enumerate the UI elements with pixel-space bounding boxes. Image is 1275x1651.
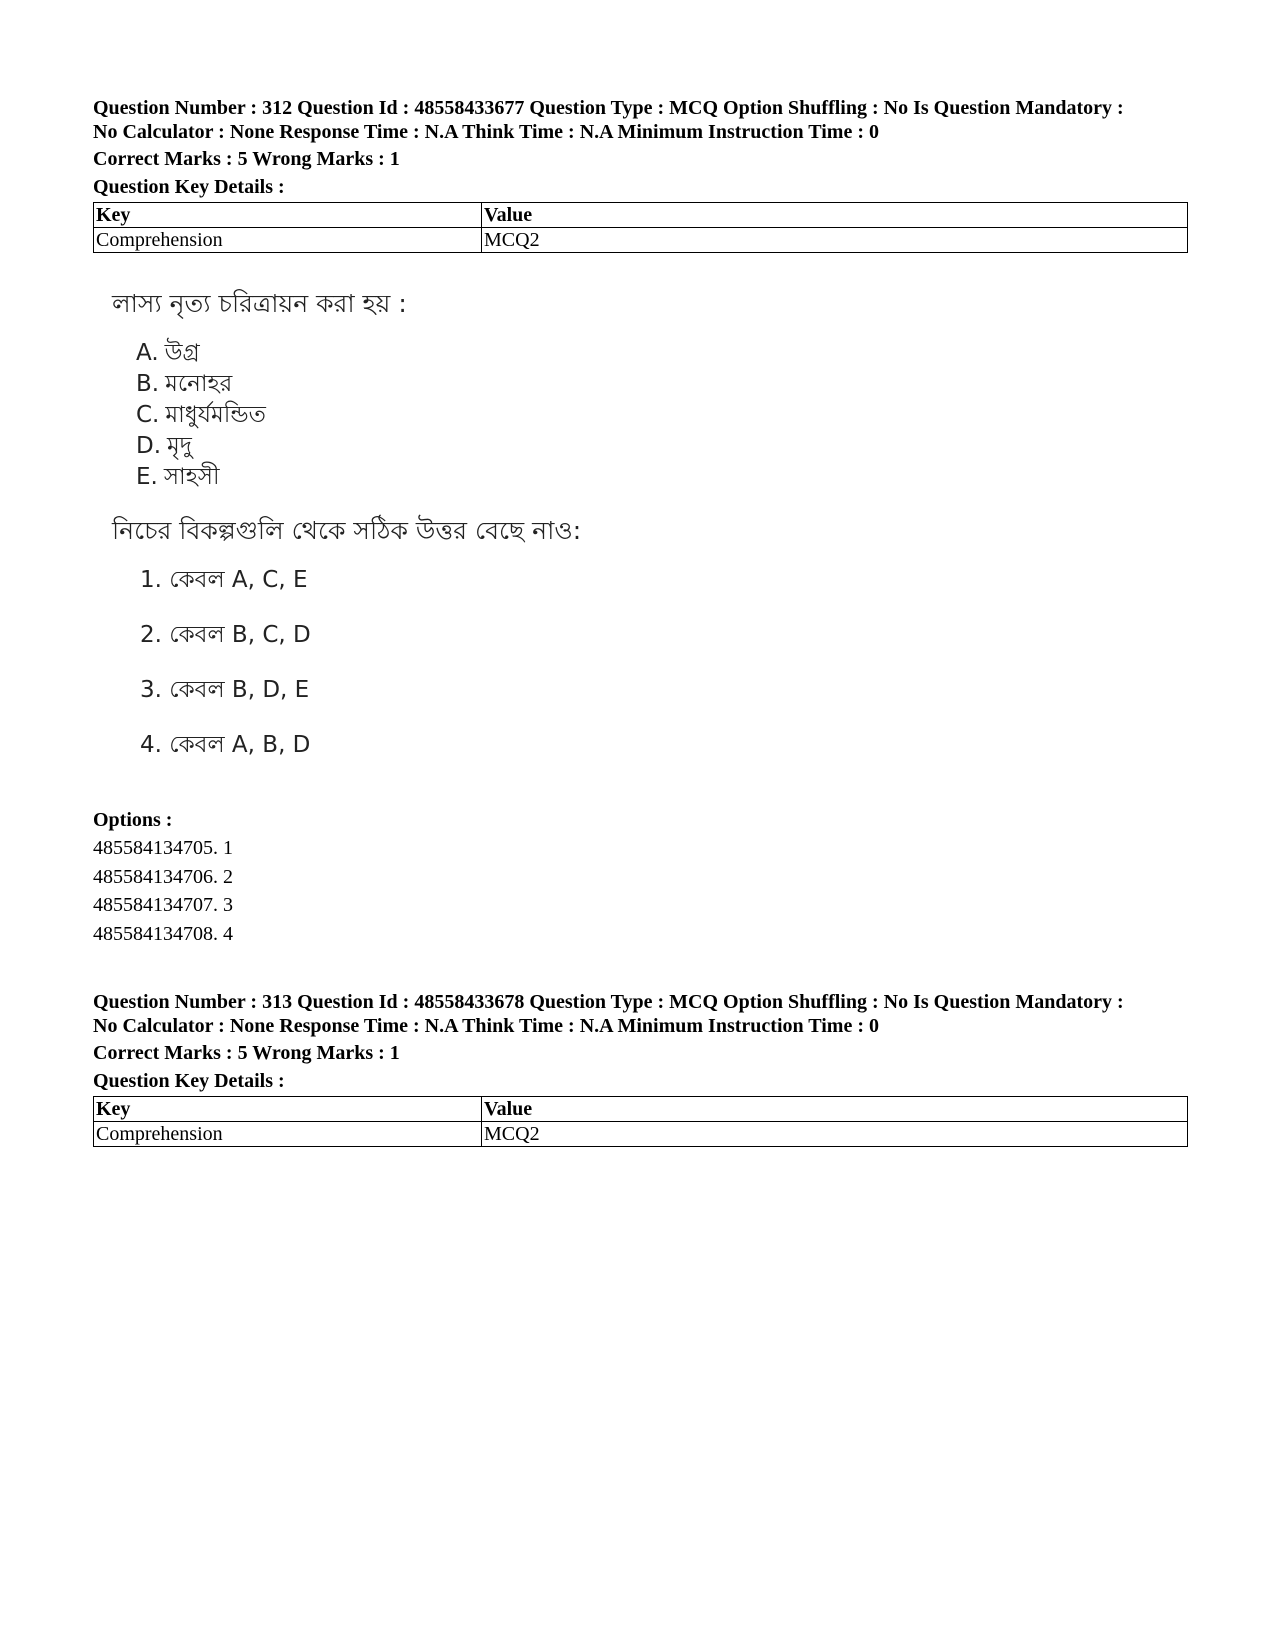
table-cell-key: Comprehension <box>94 1122 482 1147</box>
question-312 <box>93 96 1188 253</box>
sub-options-list <box>136 338 812 493</box>
sub-option-d: D. মৃদু <box>136 433 192 459</box>
answer-choice-4: 4. কেবল A, B, D <box>140 732 311 758</box>
question-header-line-2: No Calculator : None Response Time : N.A Think Time : N.A Minimum Instruction Time : 0 <box>93 1015 879 1037</box>
table-row <box>94 1122 1188 1147</box>
table-header-value: Value <box>482 203 1188 228</box>
sub-option-a: A. উগ্র <box>136 340 200 366</box>
list-item: 485584134706. 2 <box>93 865 233 888</box>
list-item: 485584134708. 4 <box>93 922 233 945</box>
question-header <box>93 96 1188 144</box>
marks-line: Correct Marks : 5 Wrong Marks : 1 <box>93 148 400 170</box>
key-details-label: Question Key Details : <box>93 176 285 198</box>
key-details-label: Question Key Details : <box>93 1070 285 1092</box>
table-cell-value: MCQ2 <box>482 228 1188 253</box>
table-header-value: Value <box>482 1097 1188 1122</box>
sub-option-c: C. মাধুর্যমন্ডিত <box>136 402 266 428</box>
answer-choices-list <box>140 565 812 760</box>
options-label: Options : <box>93 809 173 831</box>
table-header-key: Key <box>94 1097 482 1122</box>
list-item: 485584134707. 3 <box>93 894 233 916</box>
answer-choice-1: 1. কেবল A, C, E <box>140 567 308 593</box>
question-stem: লাস্য নৃত্য চরিত্রায়ন করা হয় : <box>112 289 407 318</box>
question-header <box>93 990 1188 1038</box>
key-details-table <box>93 1096 1188 1147</box>
question-header-line-2: No Calculator : None Response Time : N.A Think Time : N.A Minimum Instruction Time : 0 <box>93 121 879 143</box>
key-details-table <box>93 202 1188 253</box>
question-header-line-1: Question Number : 313 Question Id : 48558433678 Question Type : MCQ Option Shuffling : No Is Question Mandatory : <box>93 991 1124 1013</box>
options-section <box>93 808 1188 948</box>
question-body <box>112 288 812 760</box>
table-cell-value: MCQ2 <box>482 1122 1188 1147</box>
list-item: 485584134705. 1 <box>93 837 233 859</box>
answer-choice-3: 3. কেবল B, D, E <box>140 677 310 703</box>
sub-option-e: E. সাহসী <box>136 464 220 490</box>
question-header-line-1: Question Number : 312 Question Id : 48558433677 Question Type : MCQ Option Shuffling : No Is Question Mandatory : <box>93 97 1124 119</box>
marks-line: Correct Marks : 5 Wrong Marks : 1 <box>93 1042 400 1064</box>
table-header-row <box>94 1097 1188 1122</box>
sub-option-b: B. মনোহর <box>136 371 233 397</box>
options-list <box>93 834 1188 948</box>
question-313 <box>93 990 1188 1147</box>
table-header-key: Key <box>94 203 482 228</box>
instruction-text: নিচের বিকল্পগুলি থেকে সঠিক উত্তর বেছে নাও: <box>112 516 582 545</box>
table-cell-key: Comprehension <box>94 228 482 253</box>
table-header-row <box>94 203 1188 228</box>
table-row <box>94 228 1188 253</box>
answer-choice-2: 2. কেবল B, C, D <box>140 622 311 648</box>
